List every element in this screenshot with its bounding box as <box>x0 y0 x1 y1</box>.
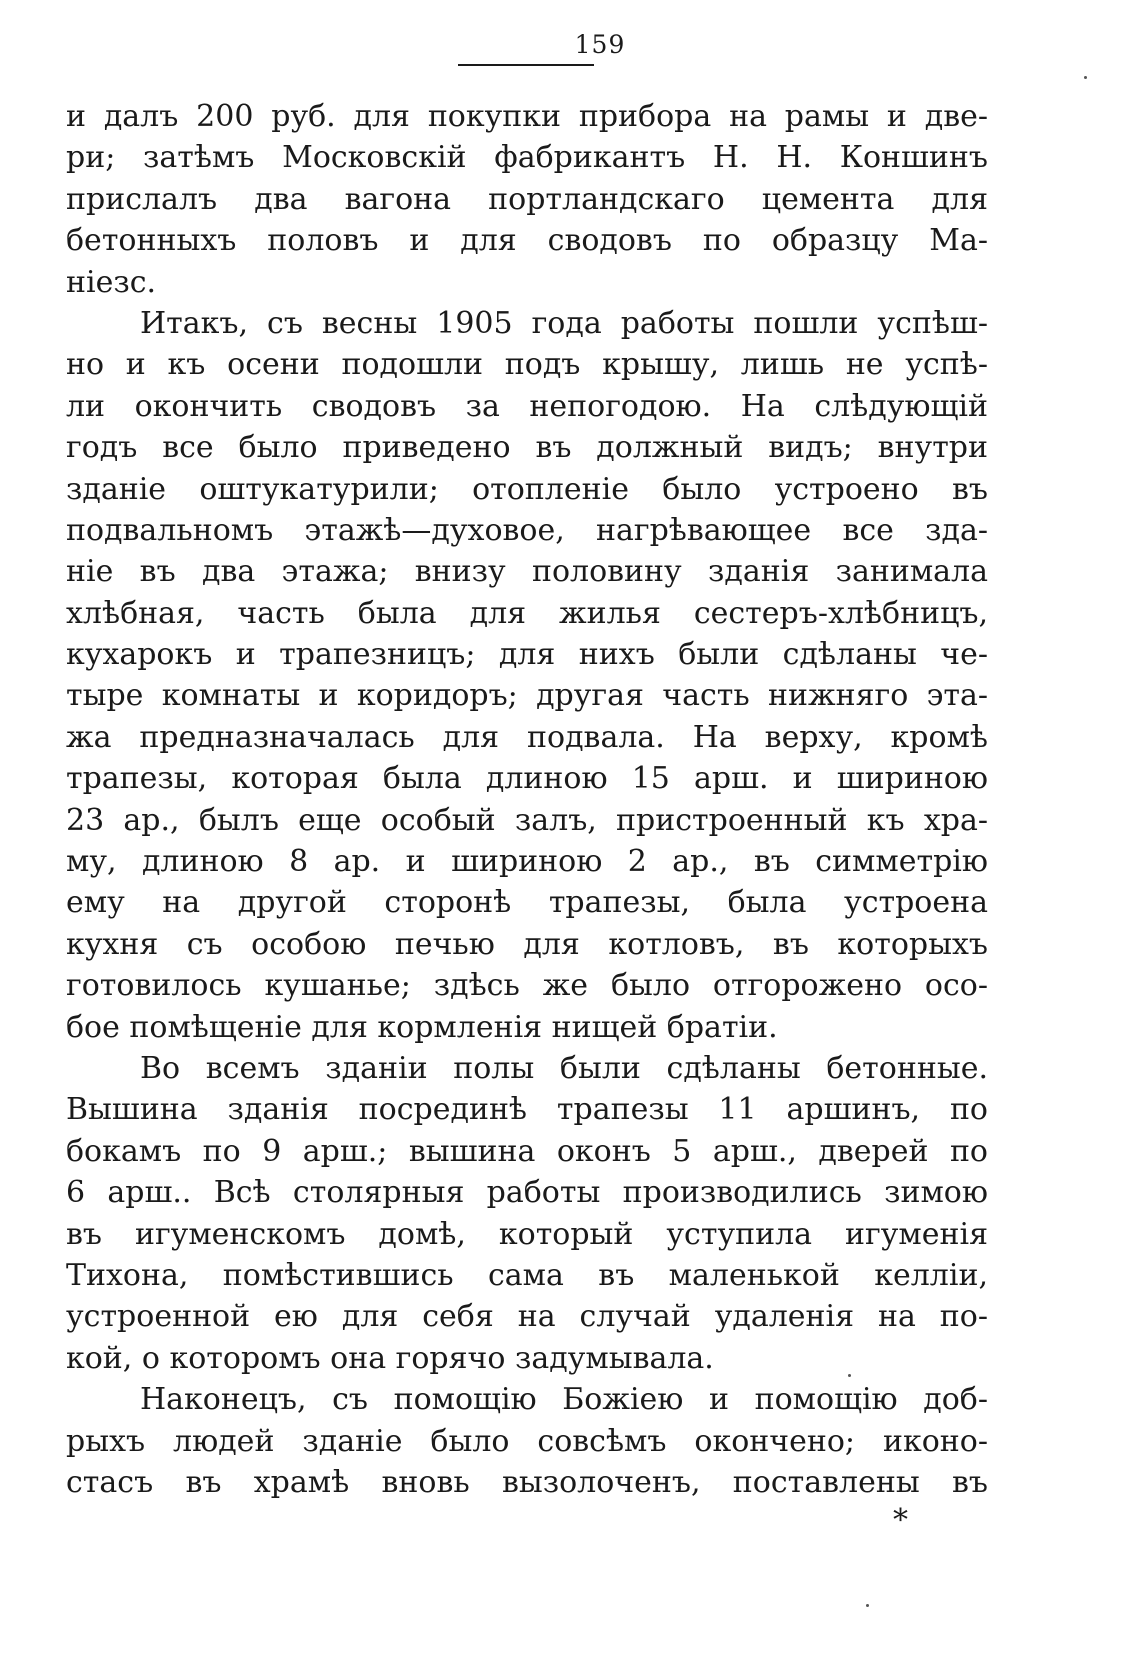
text-line: ніе въ два этажа; внизу половину зданія занимала <box>66 554 988 590</box>
text-line: ніезс. <box>66 264 157 300</box>
text-line: годъ все было приведено въ должный видъ; внутри <box>66 430 988 466</box>
text-line: бетонныхъ половъ и для сводовъ по образцу Ма- <box>66 223 988 259</box>
text-line: но и къ осени подошли подъ крышу, лишь не успѣ- <box>66 347 988 383</box>
text-line: подвальномъ этажѣ—духовое, нагрѣвающее все зда- <box>66 512 988 548</box>
text-line: зданіе оштукатурили; отопленіе было устроено въ <box>66 471 988 507</box>
text-line: ли окончить сводовъ за непогодою. На слѣдующій <box>66 388 988 424</box>
body-text <box>66 96 988 1503</box>
page-number: 159 <box>574 30 626 59</box>
text-line: устроенной ею для себя на случай удаленія на по- <box>66 1299 988 1335</box>
text-line: бокамъ по 9 арш.; вышина оконъ 5 арш., дверей по <box>66 1133 988 1169</box>
text-line: бое помѣщеніе для кормленія нищей братіи. <box>66 1009 778 1045</box>
text-line: трапезы, которая была длиною 15 арш. и шириною <box>66 761 988 797</box>
text-line: ему на другой сторонѣ трапезы, была устроена <box>66 885 988 921</box>
text-line: кухня съ особою печью для котловъ, въ которыхъ <box>66 926 988 962</box>
text-line: ри; затѣмъ Московскій фабрикантъ Н. Н. Коншинъ <box>66 140 988 176</box>
text-line: 6 арш.. Всѣ столярныя работы производились зимою <box>66 1175 988 1211</box>
text-line: Наконецъ, съ помощію Божіею и помощію доб- <box>140 1382 988 1418</box>
text-line: готовилось кушанье; здѣсь же было отгорожено осо- <box>66 968 988 1004</box>
text-line: кой, о которомъ она горячо задумывала. <box>66 1340 714 1376</box>
text-line: му, длиною 8 ар. и шириною 2 ар., въ симметрію <box>66 844 988 880</box>
text-line: и далъ 200 руб. для покупки прибора на рамы и две- <box>66 99 988 134</box>
signature-mark: * <box>893 1503 908 1538</box>
text-line: Во всемъ зданіи полы были сдѣланы бетонные. <box>140 1050 988 1086</box>
print-speck <box>866 1604 869 1607</box>
text-line: кухарокъ и трапезницъ; для нихъ были сдѣланы че- <box>66 637 988 673</box>
page-header <box>0 28 1140 62</box>
print-speck <box>1084 76 1087 79</box>
print-speck <box>848 1374 851 1377</box>
text-line: рыхъ людей зданіе было совсѣмъ окончено; иконо- <box>66 1423 988 1459</box>
text-line: 23 ар., былъ еще особый залъ, пристроенный къ хра- <box>66 802 988 838</box>
text-line: Тихона, помѣстившись сама въ маленькой келліи, <box>66 1257 988 1293</box>
text-line: стасъ въ храмѣ вновь вызолоченъ, поставлены въ <box>66 1464 988 1500</box>
header-rule <box>458 64 594 66</box>
text-line: жа предназначалась для подвала. На верху, кромѣ <box>66 719 988 755</box>
text-line: хлѣбная, часть была для жилья сестеръ-хлѣбницъ, <box>66 595 988 631</box>
text-line: Вышина зданія посрединѣ трапезы 11 аршинъ, по <box>66 1092 988 1128</box>
text-line: Итакъ, съ весны 1905 года работы пошли успѣш- <box>140 305 988 341</box>
text-line: тыре комнаты и коридоръ; другая часть нижняго эта- <box>66 678 988 714</box>
text-line: прислалъ два вагона портландскаго цемента для <box>66 181 988 217</box>
text-line: въ игуменскомъ домѣ, который уступила игуменія <box>66 1216 988 1252</box>
